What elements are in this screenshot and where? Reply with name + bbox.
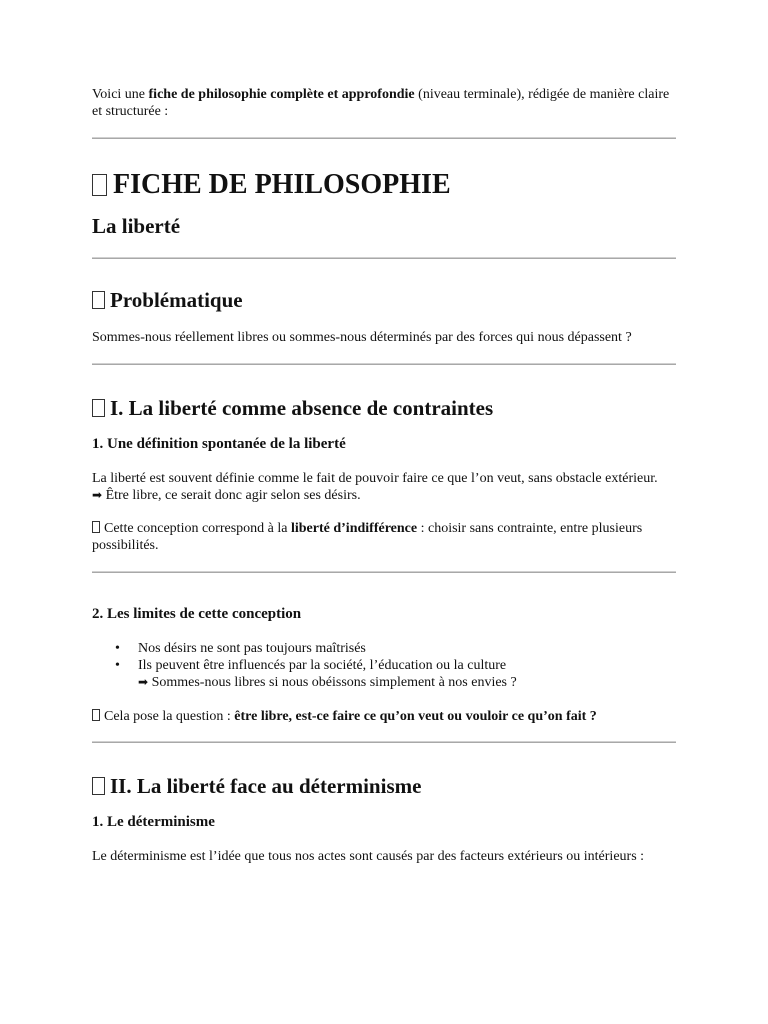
section-heading-text: I. La liberté comme absence de contraintes bbox=[110, 396, 494, 420]
missing-glyph-icon bbox=[92, 291, 105, 309]
limits-arrow-line bbox=[92, 674, 676, 691]
note-text-end: : choisir sans contrainte, entre plusieurs possibilités. bbox=[92, 521, 643, 553]
determinisme-text: Le déterminisme est l’idée que tous nos actes sont causés par des facteurs extérieurs ou intérieurs : bbox=[92, 849, 645, 864]
missing-glyph-icon bbox=[92, 777, 105, 795]
missing-glyph-icon bbox=[92, 174, 107, 196]
section-heading-part1 bbox=[92, 396, 676, 420]
note-text-bold: être libre, est-ce faire ce qu’on veut ou vouloir ce qu’on fait ? bbox=[234, 709, 597, 724]
note-text-bold: liberté d’indifférence bbox=[290, 521, 418, 536]
note-text-start: Cette conception correspond à la bbox=[104, 521, 291, 536]
list-item: • Ils peuvent être influencés par la société, l’éducation ou la culture bbox=[138, 657, 676, 674]
arrow-line-text: Sommes-nous libres si nous obéissons simplement à nos envies ? bbox=[151, 675, 517, 690]
section-heading-text: II. La liberté face au déterminisme bbox=[110, 774, 422, 798]
page-subtitle: La liberté bbox=[92, 214, 181, 238]
page-title-text: FICHE DE PHILOSOPHIE bbox=[113, 169, 451, 200]
missing-glyph-icon bbox=[92, 399, 105, 417]
page-title bbox=[92, 169, 676, 201]
missing-glyph-icon bbox=[92, 709, 100, 721]
missing-glyph-icon bbox=[92, 521, 100, 533]
section-heading-text: Problématique bbox=[110, 288, 243, 312]
definition-text: La liberté est souvent définie comme le fait de pouvoir faire ce que l’on veut, sans obstacle extérieur. bbox=[92, 471, 658, 486]
list-item: • Nos désirs ne sont pas toujours maîtrisés bbox=[138, 640, 676, 657]
section-heading-part2 bbox=[92, 774, 676, 798]
document-page bbox=[92, 86, 676, 865]
arrow-right-icon: ➡ bbox=[138, 675, 149, 689]
limits-note bbox=[92, 708, 676, 725]
intro-paragraph bbox=[92, 86, 676, 120]
limits-list bbox=[92, 640, 676, 674]
definition-arrow-line bbox=[92, 487, 676, 504]
definition-note bbox=[92, 520, 676, 554]
intro-text-start: Voici une bbox=[92, 87, 149, 102]
subsection-heading-definition: 1. Une définition spontanée de la liberté bbox=[92, 436, 346, 452]
arrow-line-text: Être libre, ce serait donc agir selon ses désirs. bbox=[105, 488, 361, 503]
arrow-right-icon: ➡ bbox=[92, 488, 103, 502]
intro-text-bold: fiche de philosophie complète et approfondie bbox=[148, 87, 415, 102]
section-heading-problematique bbox=[92, 288, 676, 312]
note-text-start: Cela pose la question : bbox=[104, 709, 235, 724]
subsection-heading-determinisme: 1. Le déterminisme bbox=[92, 814, 215, 830]
subsection-heading-limites: 2. Les limites de cette conception bbox=[92, 606, 302, 622]
problematique-text: Sommes-nous réellement libres ou sommes-nous déterminés par des forces qui nous dépassent ? bbox=[92, 330, 632, 345]
intro-text-end: (niveau terminale), rédigée de manière claire et structurée : bbox=[92, 87, 670, 119]
